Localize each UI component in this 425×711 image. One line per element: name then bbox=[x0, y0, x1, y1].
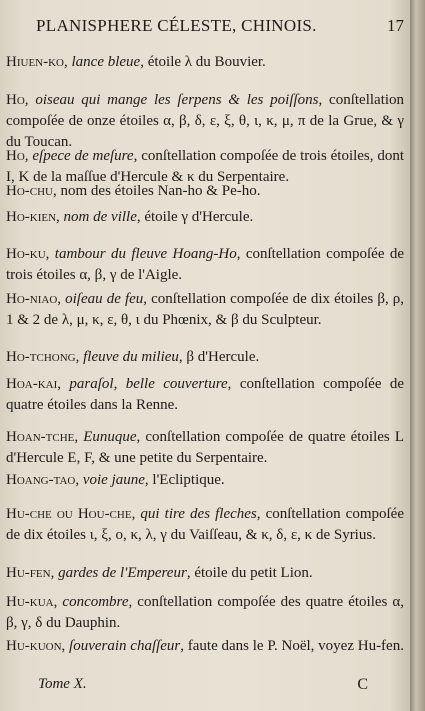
entry-definition: conſtellation compoſée de dix étoiles ι, ξ, ο, κ, λ, γ du Vaiſſeau, & κ, δ, ε, κ de Syrius. bbox=[6, 506, 404, 543]
entry-term: Hoa-kai bbox=[6, 376, 58, 392]
dictionary-entry: Hu-kuon, ſouverain chaſſeur, faute dans le P. Noël, voyez Hu-fen. bbox=[6, 638, 404, 654]
entry-definition: étoile λ du Bouvier. bbox=[147, 54, 266, 70]
entry-term: Hu-che ou Hou-che bbox=[6, 506, 132, 522]
entry-definition: faute dans le P. Noël, voyez Hu-fen. bbox=[187, 638, 404, 654]
entry-definition: β d'Hercule. bbox=[186, 349, 260, 365]
dictionary-entry: Hiuen-ko, lance bleue, étoile λ du Bouvier. bbox=[6, 54, 266, 70]
dictionary-entry: Ho-niao, oiſeau de feu, conſtellation compoſée de dix étoiles β, ρ, 1 & 2 de λ, μ, κ, ε, θ, ι du Phœnix, & β du Sculpteur. bbox=[6, 291, 405, 328]
entry-term: Ho-ku bbox=[6, 246, 46, 262]
entry-definition: conſtellation compoſée de trois étoiles α, β, γ de l'Aigle. bbox=[6, 246, 405, 283]
entry-gloss: Eunuque bbox=[83, 429, 137, 445]
entry-gloss: gardes de l'Empereur bbox=[58, 565, 187, 581]
entry-term: Ho-chu bbox=[6, 183, 53, 199]
entry-term: Ho-tchong bbox=[6, 349, 76, 365]
entry-term: Hu-fen bbox=[6, 565, 51, 581]
entry-gloss: concombre bbox=[62, 594, 129, 610]
entry-gloss: fleuve du milieu bbox=[83, 349, 179, 365]
dictionary-entry: Hu-kua, concombre, conſtellation compoſée des quatre étoiles α, β, γ, δ du Dauphin. bbox=[6, 594, 405, 631]
entry-definition: conſtellation compoſée de quatre étoiles L d'Hercule E, F, & une petite du Serpentaire. bbox=[6, 429, 404, 466]
page-title: PLANISPHERE CÉLESTE, CHINOIS. bbox=[36, 16, 317, 35]
dictionary-entry: Hu-fen, gardes de l'Empereur, étoile du petit Lion. bbox=[6, 565, 313, 581]
entry-term: Hoang-tao bbox=[6, 472, 76, 488]
entry-gloss: voie jaune bbox=[82, 472, 145, 488]
dictionary-entry: Ho, oiseau qui mange les ſerpens & les poiſſons, conſtellation compoſée de onze étoiles α, β, δ, ε, ξ, θ, ι, κ, μ, π de la Grue, & γ du Toucan. bbox=[6, 92, 405, 150]
entry-term: Ho bbox=[6, 148, 25, 164]
entry-term: Hoan-tche bbox=[6, 429, 75, 445]
page-edge bbox=[410, 0, 425, 711]
volume-label: Tome X. bbox=[38, 676, 87, 692]
entry-term: Hu-kuon bbox=[6, 638, 62, 654]
entry-definition: conſtellation compoſée de trois étoiles, dont I, K de la maſſue d'Hercule & κ du Serpentaire. bbox=[6, 148, 405, 185]
page-footer bbox=[38, 676, 368, 696]
entry-gloss: qui tire des fleches bbox=[140, 506, 257, 522]
entry-gloss: ſouverain chaſſeur bbox=[69, 638, 181, 654]
entry-gloss: paraſol, belle couverture bbox=[69, 376, 228, 392]
entry-gloss: oiseau qui mange les ſerpens & les poiſſons bbox=[35, 92, 319, 108]
entry-term: Ho bbox=[6, 92, 25, 108]
entry-gloss: nom de ville bbox=[63, 209, 137, 225]
entry-definition: étoile γ d'Hercule. bbox=[144, 209, 254, 225]
dictionary-entry: Hoang-tao, voie jaune, l'Ecliptique. bbox=[6, 472, 225, 488]
entry-definition: conſtellation compoſée de dix étoiles β, ρ, 1 & 2 de λ, μ, κ, ε, θ, ι du Phœnix, & β du Sculpteur. bbox=[6, 291, 405, 328]
entry-gloss: tambour du fleuve Hoang-Ho bbox=[54, 246, 237, 262]
dictionary-entry: Ho-ku, tambour du fleuve Hoang-Ho, conſtellation compoſée de trois étoiles α, β, γ de l'Aigle. bbox=[6, 246, 405, 283]
dictionary-entry: Hoa-kai, paraſol, belle couverture, conſtellation compoſée de quatre étoiles dans la Renne. bbox=[6, 376, 405, 413]
dictionary-entry: Ho-tchong, fleuve du milieu, β d'Hercule. bbox=[6, 349, 260, 365]
entry-term: Hiuen-ko bbox=[6, 54, 64, 70]
dictionary-entry: Ho-kien, nom de ville, étoile γ d'Hercule. bbox=[6, 209, 254, 225]
entry-definition: conſtellation compoſée de quatre étoiles dans la Renne. bbox=[6, 376, 405, 413]
entry-definition: étoile du petit Lion. bbox=[194, 565, 313, 581]
entry-gloss: eſpece de meſure bbox=[32, 148, 134, 164]
entry-term: Hu-kua bbox=[6, 594, 54, 610]
dictionary-entry: Ho-chu, nom des étoiles Nan-ho & Pe-ho. bbox=[6, 183, 261, 199]
entry-definition: l'Ecliptique. bbox=[152, 472, 225, 488]
entry-term: Ho-kien bbox=[6, 209, 57, 225]
entry-definition: nom des étoiles Nan-ho & Pe-ho. bbox=[60, 183, 261, 199]
page-number: 17 bbox=[387, 16, 404, 35]
signature-mark: C bbox=[357, 676, 368, 693]
dictionary-entry: Hoan-tche, Eunuque, conſtellation compoſée de quatre étoiles L d'Hercule E, F, & une petite du Serpentaire. bbox=[6, 429, 404, 466]
entry-term: Ho-niao bbox=[6, 291, 58, 307]
entry-gloss: lance bleue bbox=[71, 54, 141, 70]
entry-definition: conſtellation compoſée des quatre étoiles α, β, γ, δ du Dauphin. bbox=[6, 594, 405, 631]
dictionary-entry: Hu-che ou Hou-che, qui tire des fleches, conſtellation compoſée de dix étoiles ι, ξ, ο, κ, λ, γ du Vaiſſeau, & κ, δ, ε, κ de Syrius. bbox=[6, 506, 404, 543]
entry-gloss: oiſeau de feu bbox=[65, 291, 144, 307]
entry-definition: conſtellation compoſée de onze étoiles α, β, δ, ε, ξ, θ, ι, κ, μ, π de la Grue, & γ du Toucan. bbox=[6, 92, 405, 150]
dictionary-entry: Ho, eſpece de meſure, conſtellation compoſée de trois étoiles, dont I, K de la maſſue d'Hercule & κ du Serpentaire. bbox=[6, 148, 405, 185]
